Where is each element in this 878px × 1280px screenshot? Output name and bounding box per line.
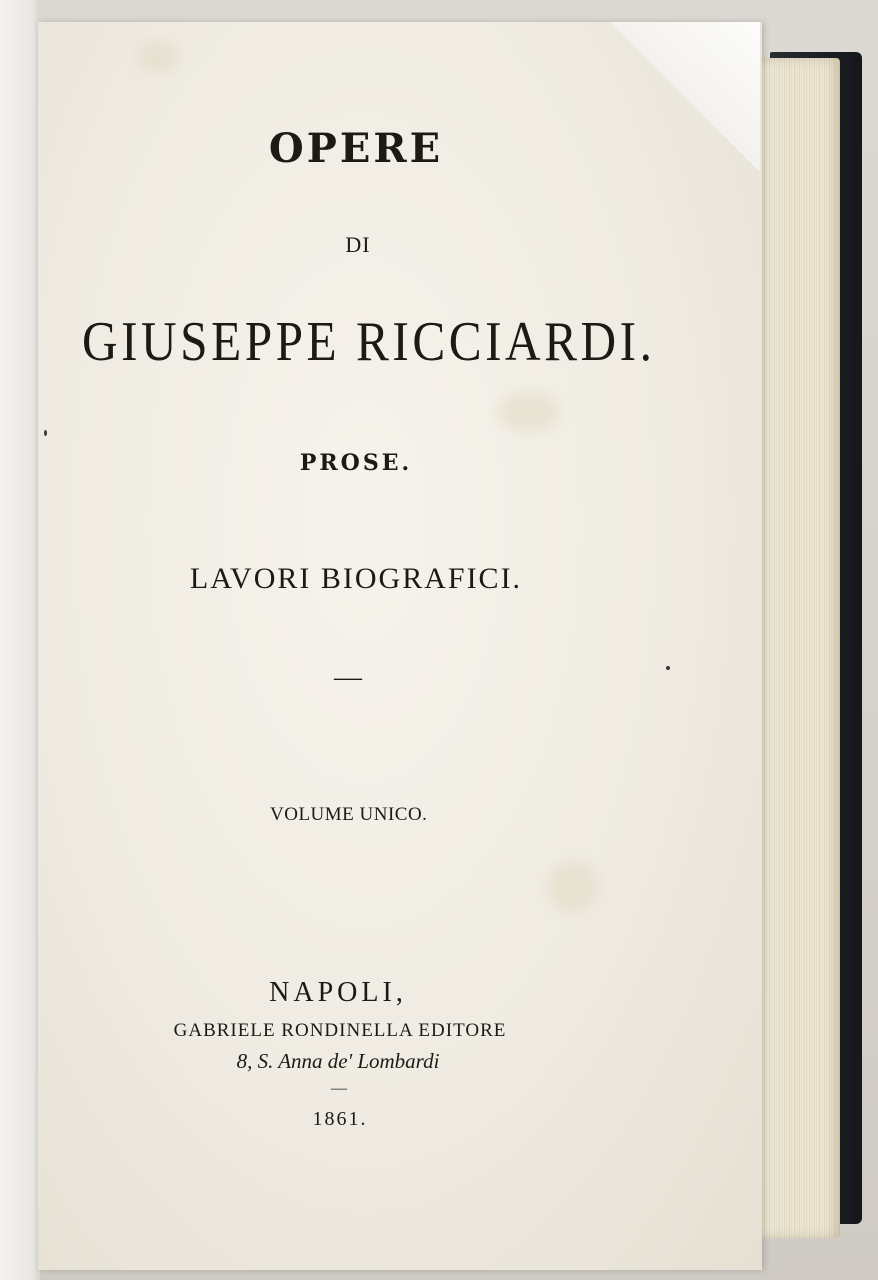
volume-label: VOLUME UNICO. xyxy=(270,804,428,825)
heading-opere: OPERE xyxy=(268,125,444,172)
foxing-stain xyxy=(138,42,178,72)
facing-page-edge xyxy=(0,0,40,1280)
foxing-stain xyxy=(548,862,598,912)
foxing-stain xyxy=(498,392,558,432)
imprint-publisher: GABRIELE RONDINELLA EDITORE xyxy=(173,1020,507,1041)
imprint-city: NAPOLI, xyxy=(269,977,407,1008)
imprint-address: 8, S. Anna de' Lombardi xyxy=(236,1049,440,1073)
title-page xyxy=(38,22,762,1270)
subtitle-lavori: LAVORI BIOGRAFICI. xyxy=(189,562,523,595)
separator-dash: — xyxy=(334,662,362,693)
section-prose: PROSE. xyxy=(299,450,413,476)
imprint-year: 1861. xyxy=(312,1108,368,1130)
ink-speck xyxy=(666,666,670,670)
ink-speck xyxy=(44,430,47,436)
separator-dash-small: — xyxy=(331,1080,347,1097)
author-name: GIUSEPPE RICCIARDI. xyxy=(82,311,656,373)
heading-di: DI xyxy=(345,232,371,257)
